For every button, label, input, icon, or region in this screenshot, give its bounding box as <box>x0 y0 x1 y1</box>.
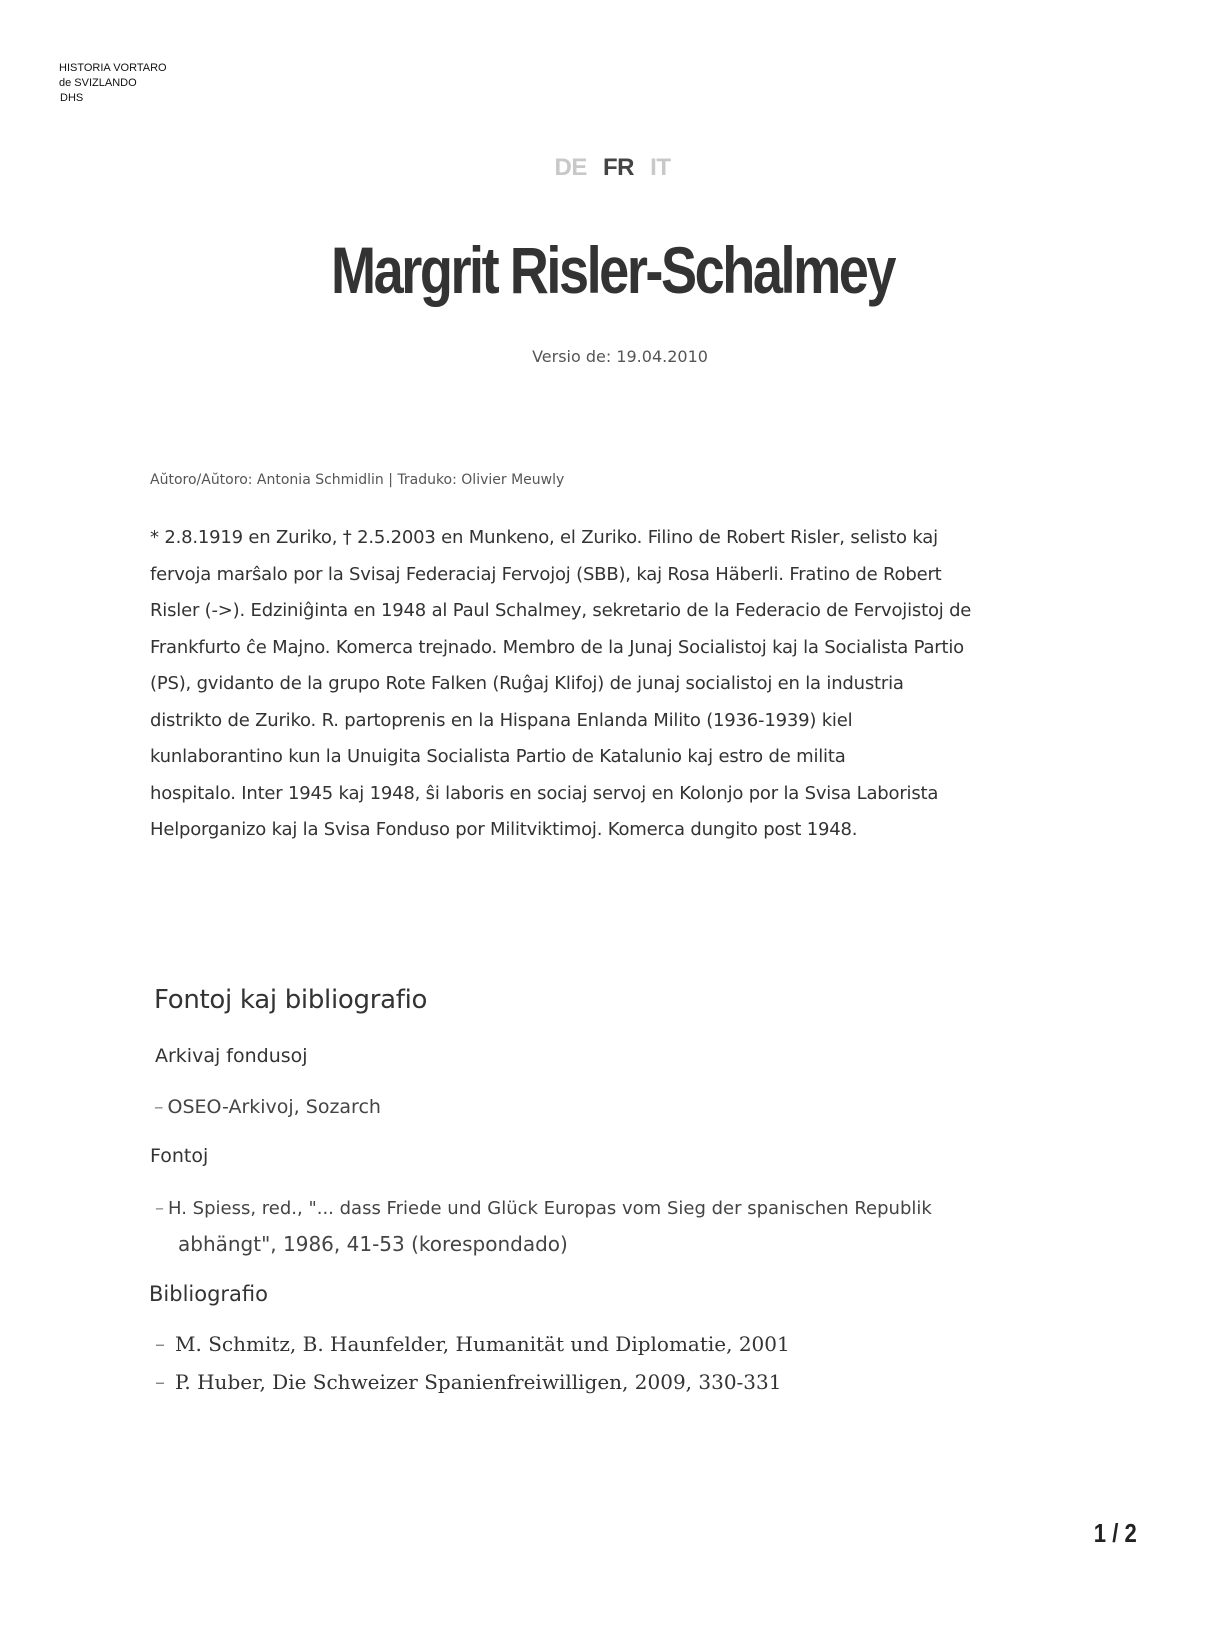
logo-line-2: de SVIZLANDO <box>59 77 137 89</box>
body-line: kunlaborantino kun la Unuigita Socialista Partio de Katalunio kaj estro de milita <box>150 746 846 767</box>
bibliography-entry <box>155 1332 790 1356</box>
dash-glyph: – <box>154 1096 164 1118</box>
body-line: (PS), gvidanto de la grupo Rote Falken (Ruĝaj Klifoj) de junaj socialistoj en la industria <box>150 673 904 694</box>
author-credits: Aŭtoro/Aŭtoro: Antonia Schmidlin | Traduko: Olivier Meuwly <box>150 472 565 488</box>
body-line: * 2.8.1919 en Zuriko, † 2.5.2003 en Munkeno, el Zuriko. Filino de Robert Risler, selisto kaj <box>150 527 938 548</box>
bibliography-entry-text: M. Schmitz, B. Haunfelder, Humanität und Diplomatie, 2001 <box>175 1332 790 1356</box>
body-line: Helporganizo kaj la Svisa Fonduso por Militviktimoj. Komerca dungito post 1948. <box>150 819 858 840</box>
bibliography-entry <box>155 1370 781 1394</box>
body-line: Frankfurto ĉe Majno. Komerca trejnado. Membro de la Junaj Socialistoj kaj la Socialista Partio <box>150 636 964 658</box>
body-line: hospitalo. Inter 1945 kaj 1948, ŝi laboris en sociaj servoj en Kolonjo por la Svisa Laborista <box>150 782 939 804</box>
sources-heading: Fontoj <box>150 1145 209 1167</box>
dash-glyph: – <box>155 1370 165 1394</box>
dash-glyph: – <box>155 1332 165 1356</box>
body-line: Risler (->). Edziniĝinta en 1948 al Paul Schalmey, sekretario de la Federacio de Fervojistoj de <box>150 600 972 621</box>
dhs-logo[interactable] <box>59 61 167 106</box>
bibliography-heading: Fontoj kaj bibliografio <box>154 985 428 1015</box>
page-title: Margrit Risler-Schalmey <box>330 233 895 307</box>
biography-text <box>150 520 1050 849</box>
archives-entry <box>154 1096 381 1118</box>
language-switcher <box>0 154 1225 182</box>
logo-line-1: HISTORIA VORTARO <box>59 62 167 74</box>
sources-entry-continued: abhängt", 1986, 41-53 (korespondado) <box>178 1232 568 1256</box>
body-line: distrikto de Zuriko. R. partoprenis en la Hispana Enlanda Milito (1936-1939) kiel <box>150 709 853 731</box>
sources-entry <box>155 1198 932 1219</box>
lang-fr-link[interactable]: FR <box>603 154 634 181</box>
page-number: 1 / 2 <box>1093 1518 1137 1548</box>
bibliography-entry-text: P. Huber, Die Schweizer Spanienfreiwilligen, 2009, 330-331 <box>175 1370 782 1394</box>
sources-entry-text: H. Spiess, red., "... dass Friede und Glück Europas vom Sieg der spanischen Republik <box>168 1198 932 1219</box>
lang-it-link[interactable]: IT <box>650 154 671 181</box>
logo-line-3: DHS <box>60 92 84 104</box>
dash-glyph: – <box>155 1198 164 1219</box>
lang-de-link[interactable]: DE <box>554 154 587 181</box>
archives-heading: Arkivaj fondusoj <box>155 1045 308 1067</box>
body-line: fervoja marŝalo por la Svisaj Federaciaj Fervojoj (SBB), kaj Rosa Häberli. Fratino de Robert <box>150 563 942 585</box>
bibliography-subheading: Bibliografio <box>149 1282 268 1306</box>
version-date: Versio de: 19.04.2010 <box>532 347 708 366</box>
archives-entry-text: OSEO-Arkivoj, Sozarch <box>167 1096 381 1118</box>
